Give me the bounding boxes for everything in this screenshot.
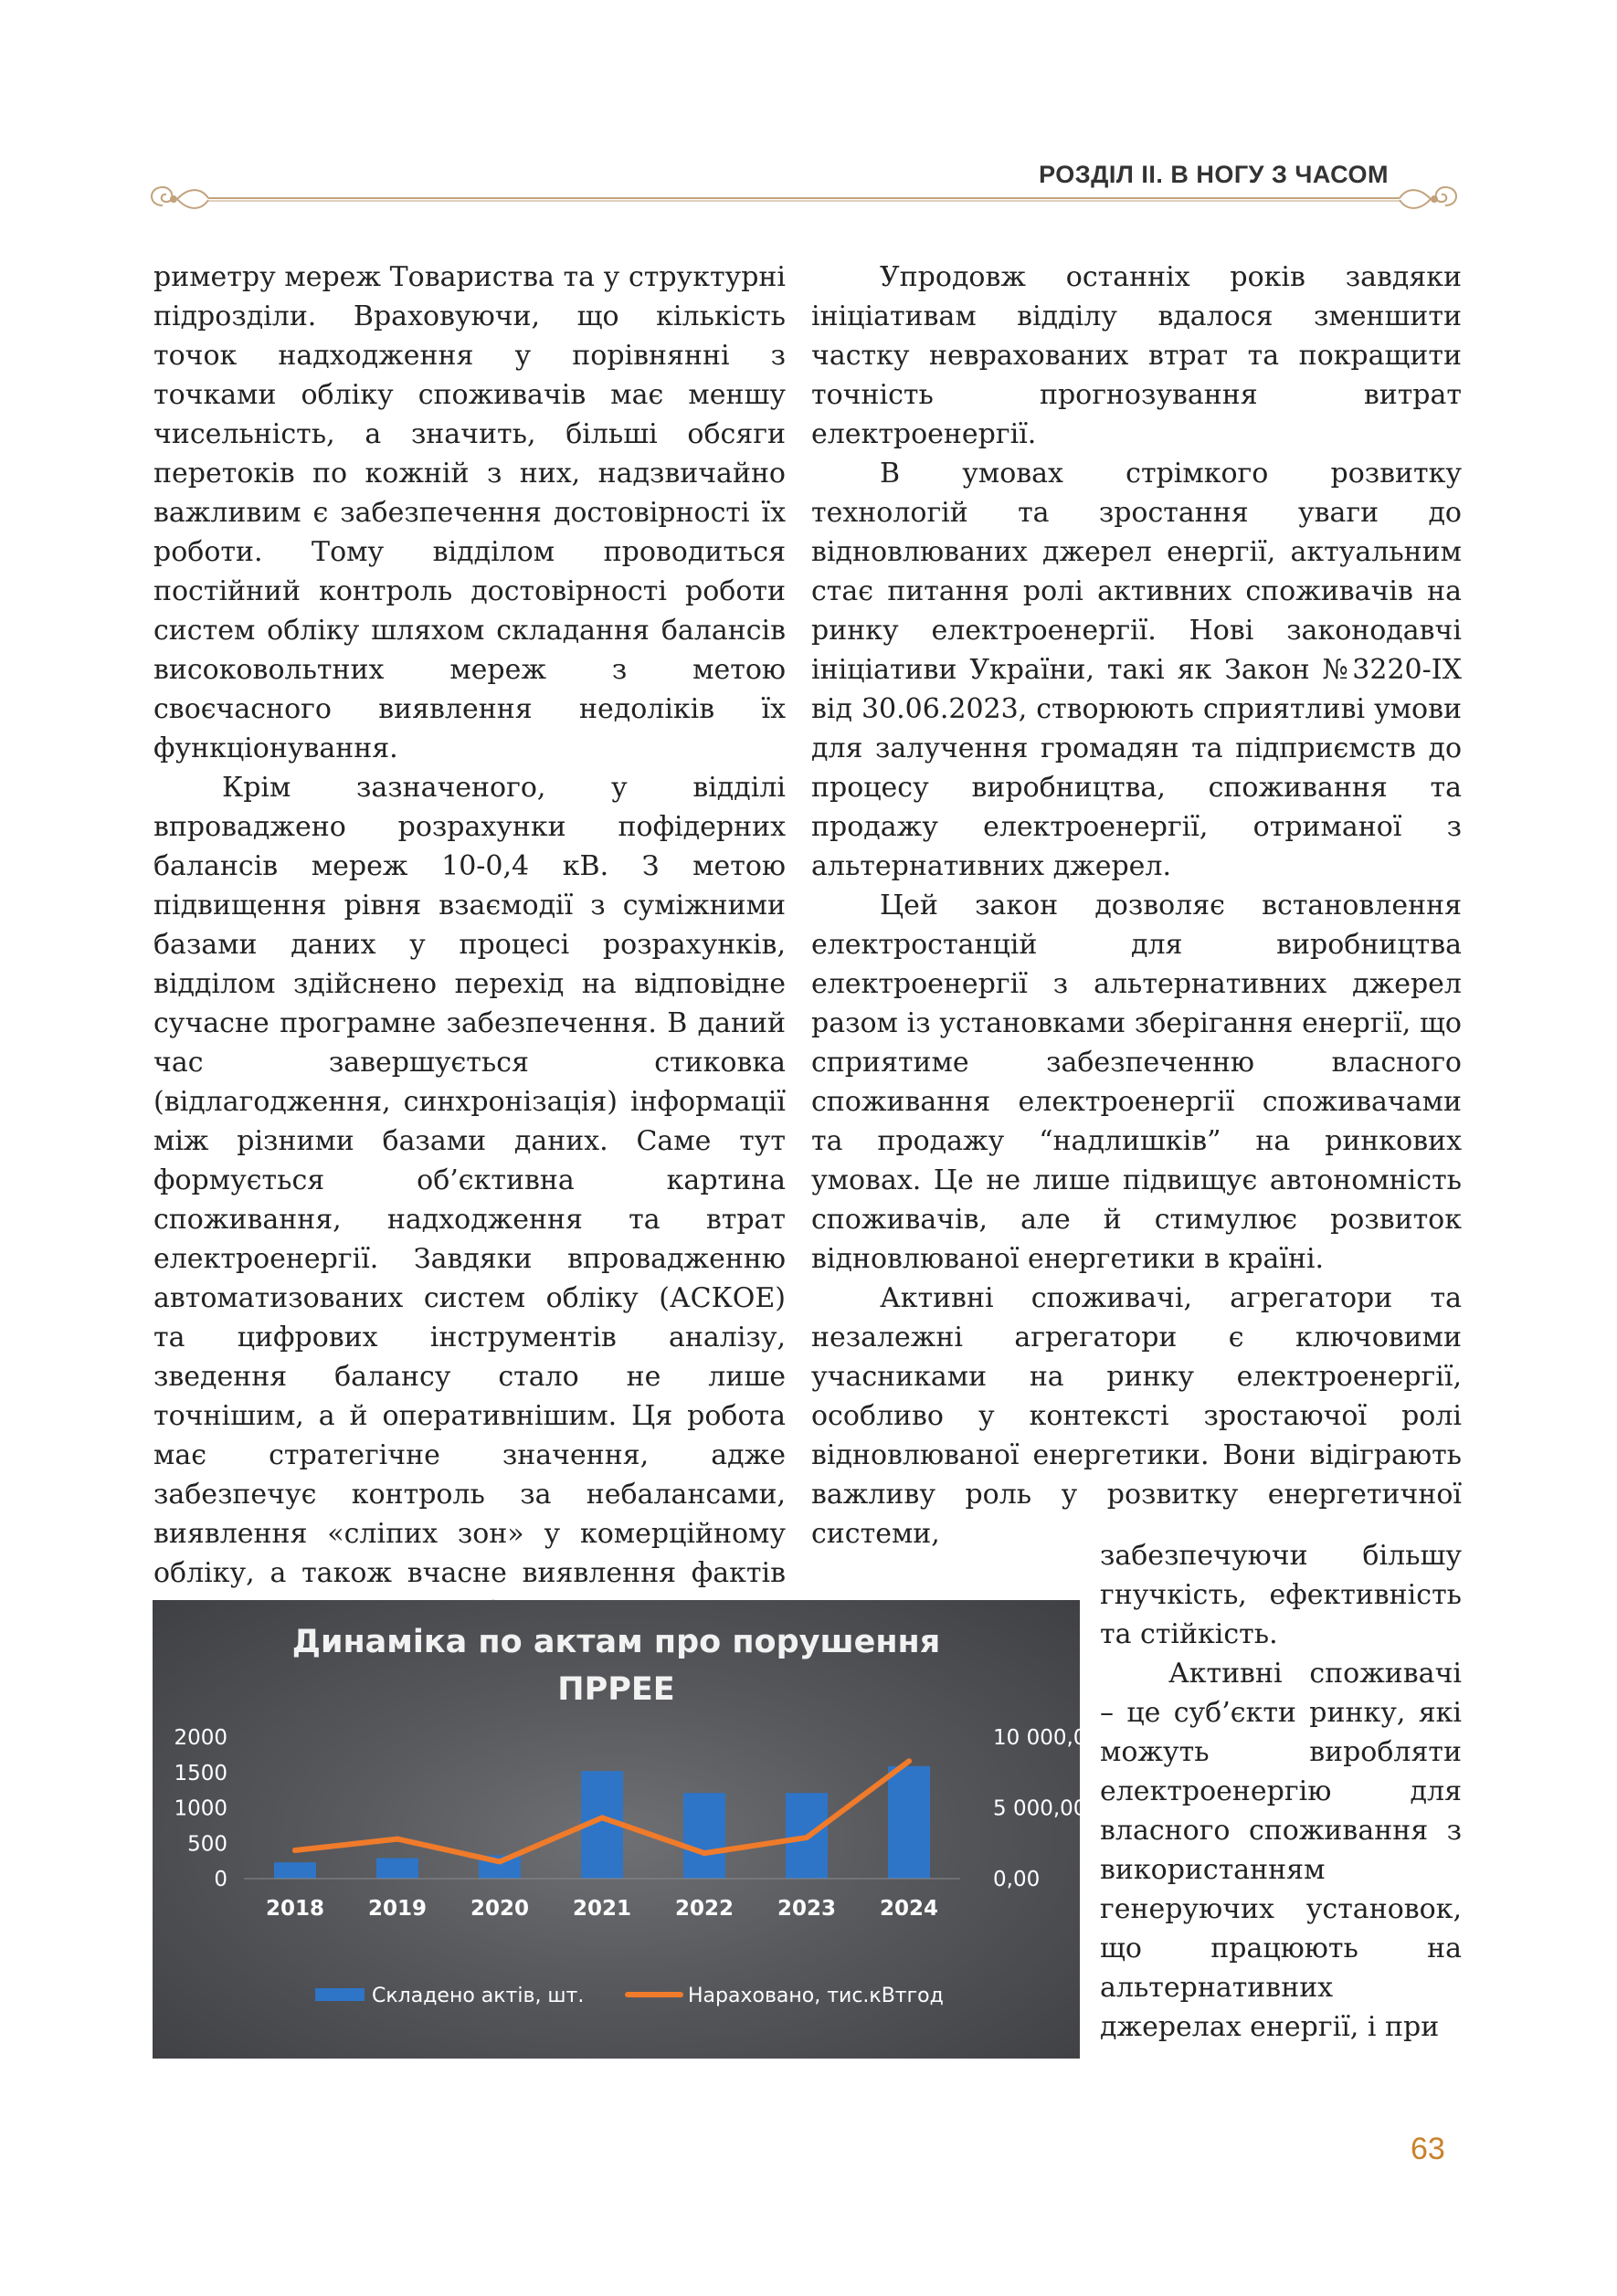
bar-acts-2018: [274, 1862, 316, 1879]
header-ornament: [146, 178, 1462, 220]
right-paragraph-4-continued: забезпечуючи більшу гнучкість, ефективність та стійкість.: [1100, 1540, 1462, 1650]
right-column: [811, 258, 1462, 1553]
section-header-title: РОЗДІЛ ІІ. В НОГУ З ЧАСОМ: [1039, 161, 1389, 188]
legend-label-bars: Складено актів, шт.: [372, 1985, 585, 2007]
x-tick-label-2023: 2023: [777, 1897, 837, 1921]
x-tick-label-2022: 2022: [674, 1897, 735, 1921]
y-left-tick-label: 1500: [174, 1761, 227, 1785]
right-paragraph-1: Упродовж останніх років завдяки ініціативам відділу вдалося зменшити частку неврахованих втрат та покращити точність прогнозування витрат електроенергії.: [811, 261, 1462, 450]
x-tick-label-2020: 2020: [470, 1897, 530, 1921]
chart-plot: [153, 1600, 1101, 2059]
left-paragraph-2: Крім зазначеного, у відділі впроваджено розрахунки пофідерних балансів мереж 10-0,4 кВ. З метою підвищення рівня взаємодії з суміжними базами даних у процесі розрахунків, відділом здійснено перехід на відповідне сучасне програмне забезпечення. В даний час завершується стиковка (відлагодження, синхронізація) інформації між різними базами даних. Саме тут формується об’єктивна картина споживання, надходження та втрат електроенергії. Завдяки впровадженню автоматизованих систем обліку (АСКОЕ) та цифрових інструментів аналізу, зведення балансу стало не лише точнішим, а й оперативнішим. Ця робота має стратегічне значення, адже забезпечує контроль за небалансами, виявлення «сліпих зон» у комерційному обліку, а також вчасне виявлення фактів: [153, 772, 786, 1589]
line-point-2023: [804, 1835, 809, 1840]
left-column: [153, 258, 786, 1632]
right-paragraph-5: Активні споживачі – це суб’єкти ринку, які можуть виробляти електроенергію для власного споживання з використанням генеруючих установок, що працюють на альтернативних джерелах енергії, і при: [1100, 1658, 1462, 2043]
bar-acts-2024: [888, 1766, 930, 1879]
y-left-tick-label: 2000: [174, 1726, 227, 1750]
x-tick-label-2019: 2019: [367, 1897, 428, 1921]
bar-acts-2022: [683, 1793, 725, 1879]
right-paragraph-2: В умовах стрімкого розвитку технологій та зростання уваги до відновлюваних джерел енергії, актуальним стає питання ролі активних споживачів на ринку електроенергії. Нові законодавчі ініціативи України, такі як Закон №3220-IX від 30.06.2023, створюють сприятливі умови для залучення громадян та підприємств до процесу виробництва, споживання та продажу електроенергії, отриманої з альтернативних джерел.: [811, 458, 1462, 882]
y-right-tick-label: 10 000,00: [993, 1726, 1101, 1750]
line-point-2024: [906, 1758, 912, 1764]
acts-dynamics-chart: [153, 1600, 1101, 2059]
x-tick-label-2021: 2021: [572, 1897, 632, 1921]
y-left-tick-label: 500: [187, 1832, 227, 1857]
line-point-2018: [292, 1848, 298, 1853]
page-number: 63: [1411, 2132, 1445, 2166]
right-paragraph-4: Активні споживачі, агрегатори та незалежні агрегатори є ключовими учасниками на ринку електроенергії, особливо у контексті зростаючої ролі відновлюваної енергетики. Вони відіграють важливу роль у розвитку енергетичної системи,: [811, 1282, 1462, 1550]
legend-label-line: Нараховано, тис.кВтгод: [688, 1985, 944, 2007]
y-right-tick-label: 5 000,00: [993, 1796, 1087, 1821]
x-tick-label-2018: 2018: [265, 1897, 325, 1921]
right-narrow-column: [1100, 1536, 1462, 2047]
chart-title-line-2: ПРРЕЕ: [557, 1671, 675, 1708]
chart-title-line-1: Динаміка по актам про порушення: [291, 1624, 941, 1660]
line-point-2019: [395, 1837, 400, 1842]
left-paragraph-1: риметру мереж Товариства та у структурні підрозділи. Враховуючи, що кількість точок надходження у порівнянні з точками обліку споживачів має меншу чисельність, а значить, більші обсяги перетоків по кожній з них, надзвичайно важливим є забезпечення достовірності їх роботи. Тому відділом проводиться постійний контроль достовірності роботи систем обліку шляхом складання балансів високовольтних мереж з метою своєчасного виявлення недоліків їх функціонування.: [153, 261, 786, 764]
line-point-2022: [702, 1850, 707, 1856]
bar-acts-2019: [376, 1859, 418, 1879]
line-point-2020: [497, 1859, 502, 1864]
line-point-2021: [599, 1815, 605, 1820]
y-left-tick-label: 1000: [174, 1796, 227, 1821]
y-left-tick-label: 0: [214, 1868, 227, 1891]
x-tick-label-2024: 2024: [879, 1897, 939, 1921]
right-paragraph-3: Цей закон дозволяє встановлення електростанцій для виробництва електроенергії з альтернативних джерел разом із установками зберігання енергії, що сприятиме забезпеченню власного споживання електроенергії споживачами та продажу “надлишків” на ринкових умовах. Це не лише підвищує автономність споживачів, але й стимулює розвиток відновлюваної енергетики в країні.: [811, 890, 1462, 1275]
legend-swatch-bars: [315, 1988, 365, 2001]
y-right-tick-label: 0,00: [993, 1868, 1041, 1891]
